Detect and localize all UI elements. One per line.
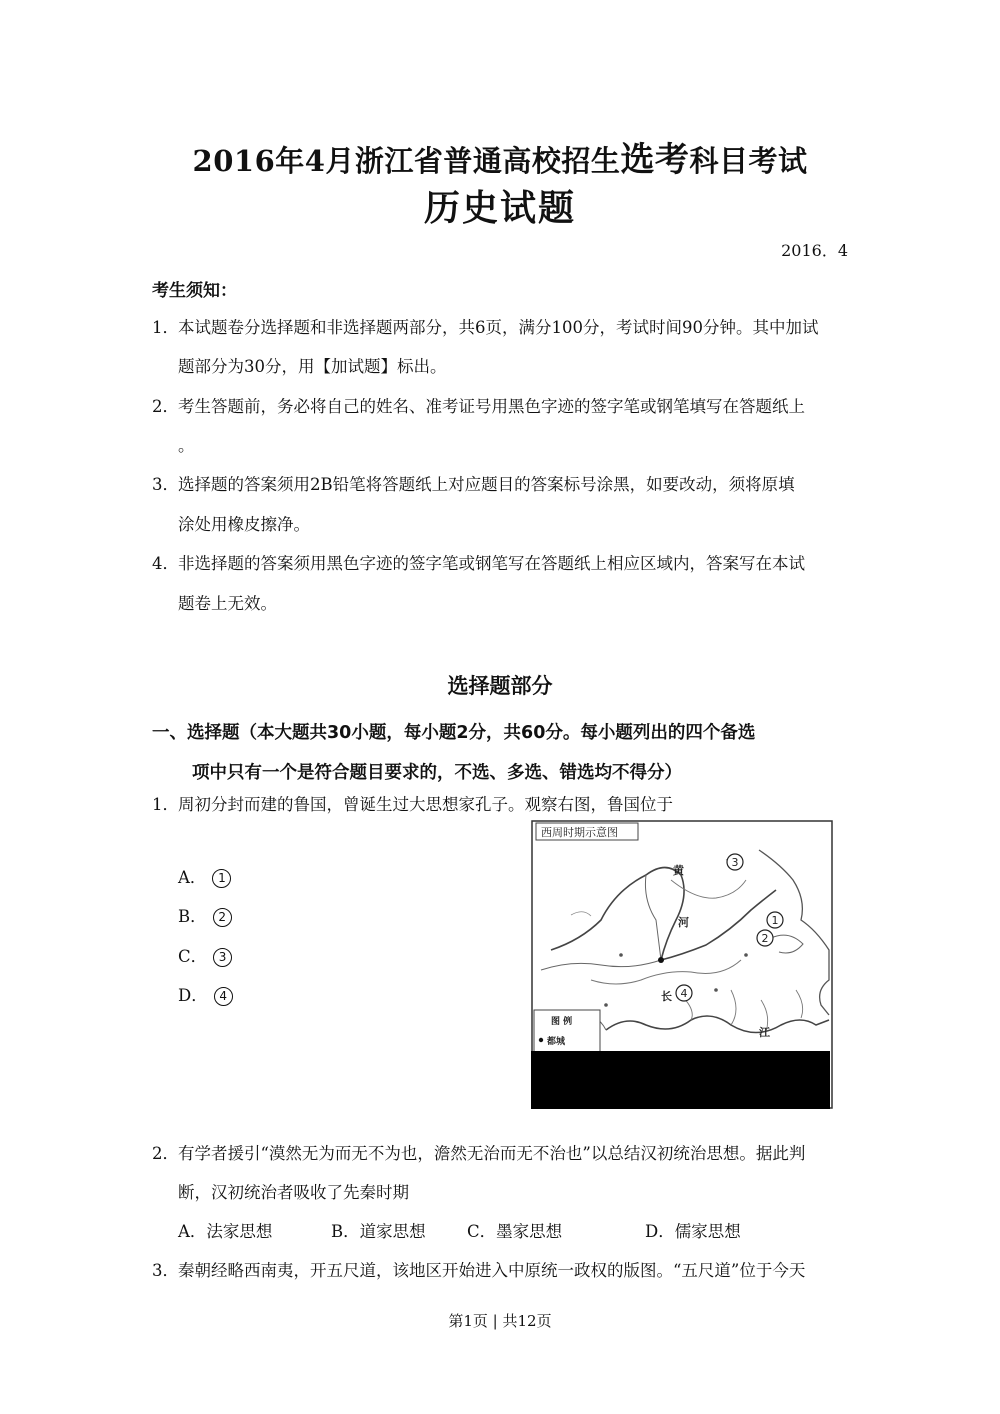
q1-option-a [178, 864, 231, 888]
map-legend-title: 图 例 [551, 1017, 573, 1027]
svg-text:2: 2 [761, 932, 769, 945]
exam-title [0, 132, 1000, 181]
question-1 [152, 791, 673, 815]
map-label-jiang: 江 [759, 1026, 770, 1039]
option-circle-symbol: 3 [213, 948, 232, 967]
question-text: 有学者援引“漠然无为而无不为也，澹然无治而无不治也”以总结汉初统治思想。据此判 [178, 1144, 806, 1163]
map-marker-2 [757, 930, 773, 946]
exam-title-part2: 科目考试 [689, 144, 808, 178]
notice-item-3 [152, 471, 795, 495]
map-marker-1 [767, 912, 783, 928]
exam-title-emphasis: 选考 [620, 140, 690, 180]
question-3 [152, 1257, 805, 1281]
redacted-block [531, 1051, 830, 1109]
notice-item-1 [152, 314, 819, 338]
q2-option-c: C．墨家思想 [467, 1222, 563, 1241]
option-circle-symbol: 2 [213, 908, 232, 927]
svg-text:4: 4 [680, 987, 688, 1000]
notice-item-2-cont: 。 [178, 436, 195, 455]
notice-item-text: 本试题卷分选择题和非选择题两部分，共6页，满分100分，考试时间90分钟。其中加试 [178, 318, 819, 337]
option-label: A． [178, 868, 207, 887]
section-title: 选择题部分 [447, 674, 553, 698]
notice-item-1-cont: 题部分为30分，用【加试题】标出。 [178, 357, 447, 376]
notice-item-text: 选择题的答案须用2B铅笔将答题纸上对应题目的答案标号涂黑，如要改动，须将原填 [178, 475, 795, 494]
map-label-he: 河 [678, 916, 689, 929]
notice-item-4 [152, 550, 805, 574]
option-label: D． [178, 986, 208, 1005]
q2-option-b: B．道家思想 [331, 1222, 426, 1241]
western-zhou-map [531, 820, 834, 1110]
option-label: B． [178, 907, 207, 926]
notice-item-4-cont: 题卷上无效。 [178, 594, 277, 613]
notice-heading: 考生须知： [152, 281, 237, 301]
q1-option-b [178, 903, 232, 927]
map-title: 西周时期示意图 [541, 826, 618, 839]
page-footer: 第1页 | 共12页 [448, 1312, 552, 1330]
question-text: 周初分封而建的鲁国，曾诞生过大思想家孔子。观察右图，鲁国位于 [178, 795, 673, 814]
notice-item-2 [152, 393, 805, 417]
question-num: 2． [152, 1144, 179, 1163]
notice-item-num: 3． [152, 475, 179, 494]
notice-item-text: 考生答题前，务必将自己的姓名、准考证号用黑色字迹的签字笔或钢笔填写在答题纸上 [178, 397, 805, 416]
exam-date: 2016．4 [781, 241, 848, 260]
question-num: 1． [152, 795, 179, 814]
map-label-huang: 黄 [673, 864, 684, 877]
svg-text:3: 3 [731, 856, 739, 869]
notice-item-num: 2． [152, 397, 179, 416]
notice-item-num: 4． [152, 554, 179, 573]
q2-option-d: D．儒家思想 [645, 1222, 741, 1241]
map-label-chang: 长 [661, 990, 672, 1003]
section-heading-line1: 一、选择题（本大题共30小题，每小题2分，共60分。每小题列出的四个备选 [152, 723, 756, 743]
section-heading-line2: 项中只有一个是符合题目要求的，不选、多选、错选均不得分） [192, 763, 682, 783]
notice-item-text: 非选择题的答案须用黑色字迹的签字笔或钢笔写在答题纸上相应区域内，答案写在本试 [178, 554, 805, 573]
map-marker-3 [727, 854, 743, 870]
svg-text:1: 1 [771, 914, 779, 927]
option-circle-symbol: 1 [212, 869, 231, 888]
exam-subtitle: 历史试题 [423, 187, 576, 229]
q1-option-c [178, 943, 232, 967]
notice-item-num: 1． [152, 318, 179, 337]
question-text: 秦朝经略西南夷，开五尺道，该地区开始进入中原统一政权的版图。“五尺道”位于今天 [178, 1261, 806, 1280]
q2-option-a: A．法家思想 [178, 1222, 273, 1241]
option-circle-symbol: 4 [214, 987, 233, 1006]
map-legend-capital: 都城 [547, 1037, 566, 1047]
question-num: 3． [152, 1261, 179, 1280]
exam-title-part1: 2016年4月浙江省普通高校招生 [192, 144, 621, 178]
question-2-cont: 断，汉初统治者吸收了先秦时期 [178, 1183, 409, 1202]
notice-item-3-cont: 涂处用橡皮擦净。 [178, 515, 310, 534]
question-2 [152, 1140, 805, 1164]
map-marker-4 [676, 985, 692, 1001]
option-label: C． [178, 947, 208, 966]
q1-option-d [178, 982, 233, 1006]
